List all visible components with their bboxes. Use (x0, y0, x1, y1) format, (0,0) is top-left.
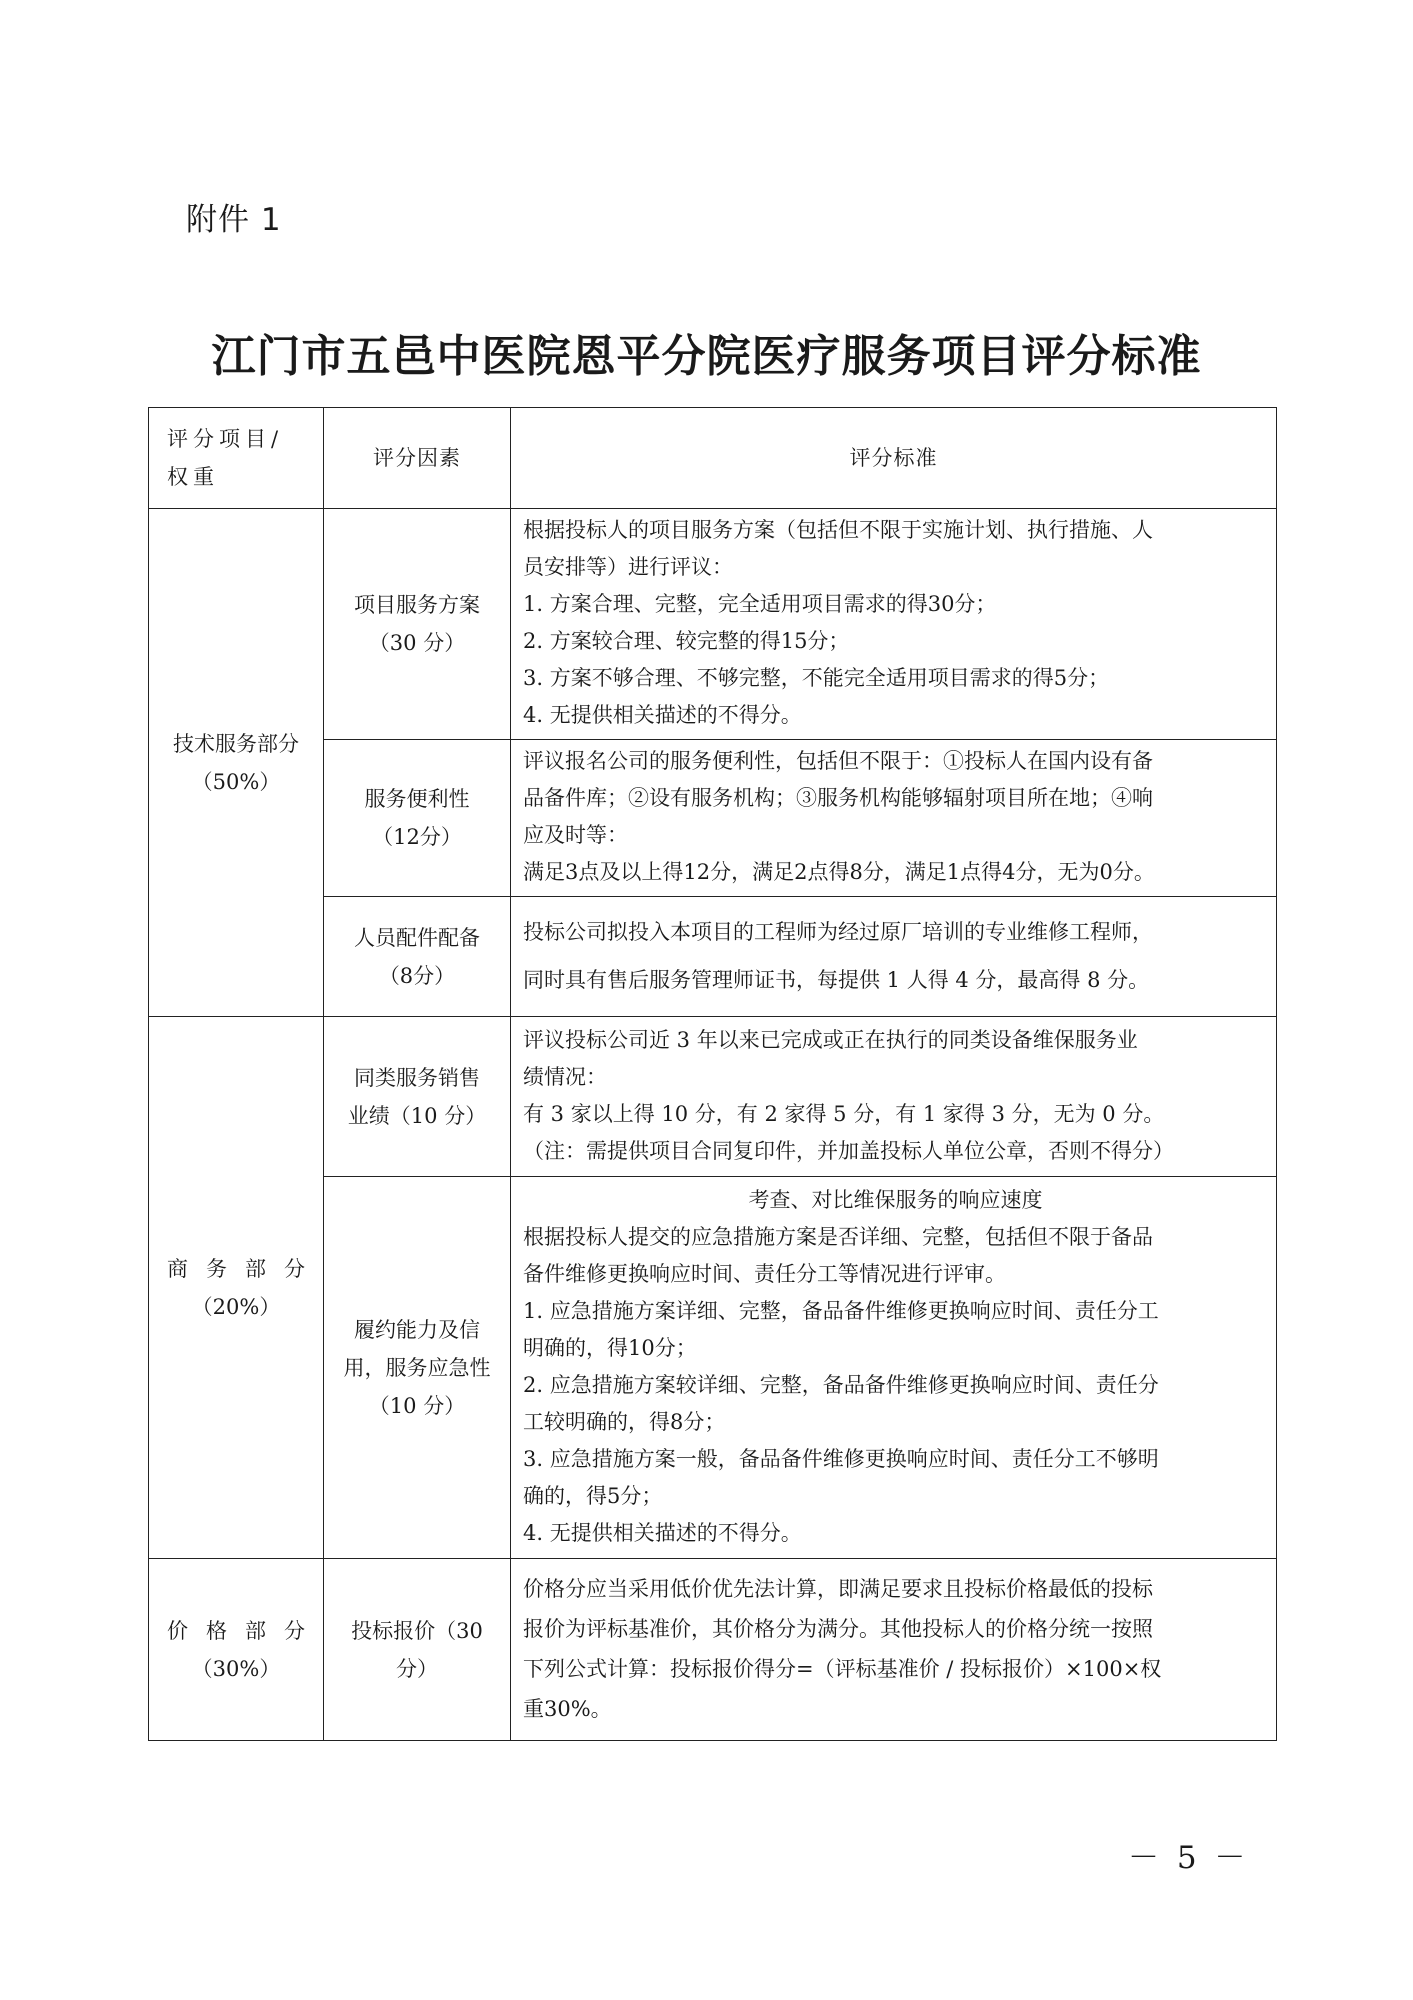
factor-cell (324, 509, 511, 740)
factor-line: （8分） (378, 963, 456, 988)
factor-line: （12分） (372, 825, 462, 849)
header-item-weight (149, 408, 324, 509)
page-number: － 5 － (1128, 1840, 1250, 1876)
standard-cell (511, 509, 1277, 740)
header-item-line1: 评分项目/ (167, 427, 284, 451)
scoring-table (148, 407, 1277, 1741)
factor-line: （30 分） (368, 631, 466, 655)
factor-line: 业绩（10 分） (347, 1103, 487, 1128)
group-price (149, 1559, 324, 1741)
standard-line: 1. 方案合理、完整，完全适用项目需求的得30分； (523, 592, 997, 616)
standard-line: 品备件库；②设有服务机构；③服务机构能够辐射项目所在地；④响 (523, 786, 1153, 810)
factor-line: 服务便利性 (364, 787, 470, 811)
factor-line: 项目服务方案 (354, 593, 480, 617)
standard-line: 绩情况： (523, 1064, 607, 1089)
standard-line: 4. 无提供相关描述的不得分。 (523, 703, 802, 727)
standard-line: 2. 应急措施方案较详细、完整，备品备件维修更换响应时间、责任分 (523, 1372, 1159, 1397)
factor-line: 分） (396, 1656, 438, 1681)
standard-cell (511, 897, 1277, 1017)
group-weight: （50%） (191, 769, 281, 794)
standard-cell (511, 1559, 1277, 1741)
factor-cell (324, 1177, 511, 1559)
standard-line: 1. 应急措施方案详细、完整，备品备件维修更换响应时间、责任分工 (523, 1298, 1159, 1323)
document-title: 江门市五邑中医院恩平分院医疗服务项目评分标准 (211, 331, 1202, 382)
standard-line: 应及时等： (523, 823, 628, 847)
standard-line: 根据投标人的项目服务方案（包括但不限于实施计划、执行措施、人 (523, 518, 1153, 542)
standard-cell (511, 740, 1277, 897)
table-header-row (149, 408, 1277, 509)
standard-line: 确的，得5分； (523, 1483, 663, 1508)
standard-line: 满足3点及以上得12分，满足2点得8分，满足1点得4分，无为0分。 (523, 860, 1155, 884)
standard-line: 同时具有售后服务管理师证书，每提供 1 人得 4 分，最高得 8 分。 (523, 967, 1150, 992)
standard-line: 下列公式计算：投标报价得分=（评标基准价 / 投标报价）×100×权 (523, 1656, 1162, 1681)
factor-line: 人员配件配备 (354, 925, 480, 950)
factor-cell (324, 740, 511, 897)
group-name: 商务部分 (167, 1256, 323, 1281)
standard-line: 4. 无提供相关描述的不得分。 (523, 1520, 802, 1545)
standard-line: 工较明确的，得8分； (523, 1409, 726, 1434)
standard-line: 3. 方案不够合理、不够完整，不能完全适用项目需求的得5分； (523, 666, 1110, 690)
standard-heading: 考查、对比维保服务的响应速度 (748, 1187, 1043, 1212)
standard-line: 2. 方案较合理、较完整的得15分； (523, 629, 850, 653)
factor-cell (324, 1559, 511, 1741)
table-row (149, 1559, 1277, 1741)
factor-cell (324, 1017, 511, 1177)
standard-line: 明确的，得10分； (523, 1335, 697, 1360)
standard-cell (511, 1177, 1277, 1559)
header-standard: 评分标准 (511, 408, 1277, 509)
factor-line: 同类服务销售 (354, 1065, 480, 1090)
factor-line: 投标报价（30 (351, 1618, 483, 1643)
table-row (149, 1017, 1277, 1177)
header-item-line2: 权重 (167, 465, 219, 489)
factor-line: 用，服务应急性 (343, 1355, 491, 1380)
standard-cell (511, 1017, 1277, 1177)
standard-line: 评议报名公司的服务便利性，包括但不限于：①投标人在国内设有备 (523, 749, 1153, 773)
factor-cell (324, 897, 511, 1017)
standard-line: 有 3 家以上得 10 分，有 2 家得 5 分，有 1 家得 3 分，无为 0 分。 (523, 1101, 1165, 1126)
group-weight: （20%） (191, 1294, 281, 1319)
factor-line: 履约能力及信 (354, 1317, 480, 1342)
group-weight: （30%） (191, 1656, 281, 1681)
standard-line: 评议投标公司近 3 年以来已完成或正在执行的同类设备维保服务业 (523, 1027, 1138, 1052)
group-name: 技术服务部分 (173, 731, 299, 756)
factor-line: （10 分） (368, 1393, 466, 1418)
standard-line: 重30%。 (523, 1696, 612, 1721)
group-technical-service (149, 509, 324, 1017)
group-name: 价格部分 (167, 1618, 323, 1643)
standard-line: 备件维修更换响应时间、责任分工等情况进行评审。 (523, 1261, 1006, 1286)
standard-line: （注：需提供项目合同复印件，并加盖投标人单位公章，否则不得分） (523, 1138, 1174, 1163)
standard-line: 根据投标人提交的应急措施方案是否详细、完整，包括但不限于备品 (523, 1224, 1153, 1249)
header-factor: 评分因素 (324, 408, 511, 509)
standard-line: 价格分应当采用低价优先法计算，即满足要求且投标价格最低的投标 (523, 1576, 1153, 1601)
standard-line: 报价为评标基准价，其价格分为满分。其他投标人的价格分统一按照 (523, 1616, 1153, 1641)
standard-line: 员安排等）进行评议： (523, 555, 733, 579)
attachment-label: 附件 1 (186, 202, 282, 238)
standard-line: 3. 应急措施方案一般，备品备件维修更换响应时间、责任分工不够明 (523, 1446, 1159, 1471)
standard-line: 投标公司拟投入本项目的工程师为经过原厂培训的专业维修工程师， (523, 919, 1153, 944)
group-business (149, 1017, 324, 1559)
table-row (149, 509, 1277, 740)
